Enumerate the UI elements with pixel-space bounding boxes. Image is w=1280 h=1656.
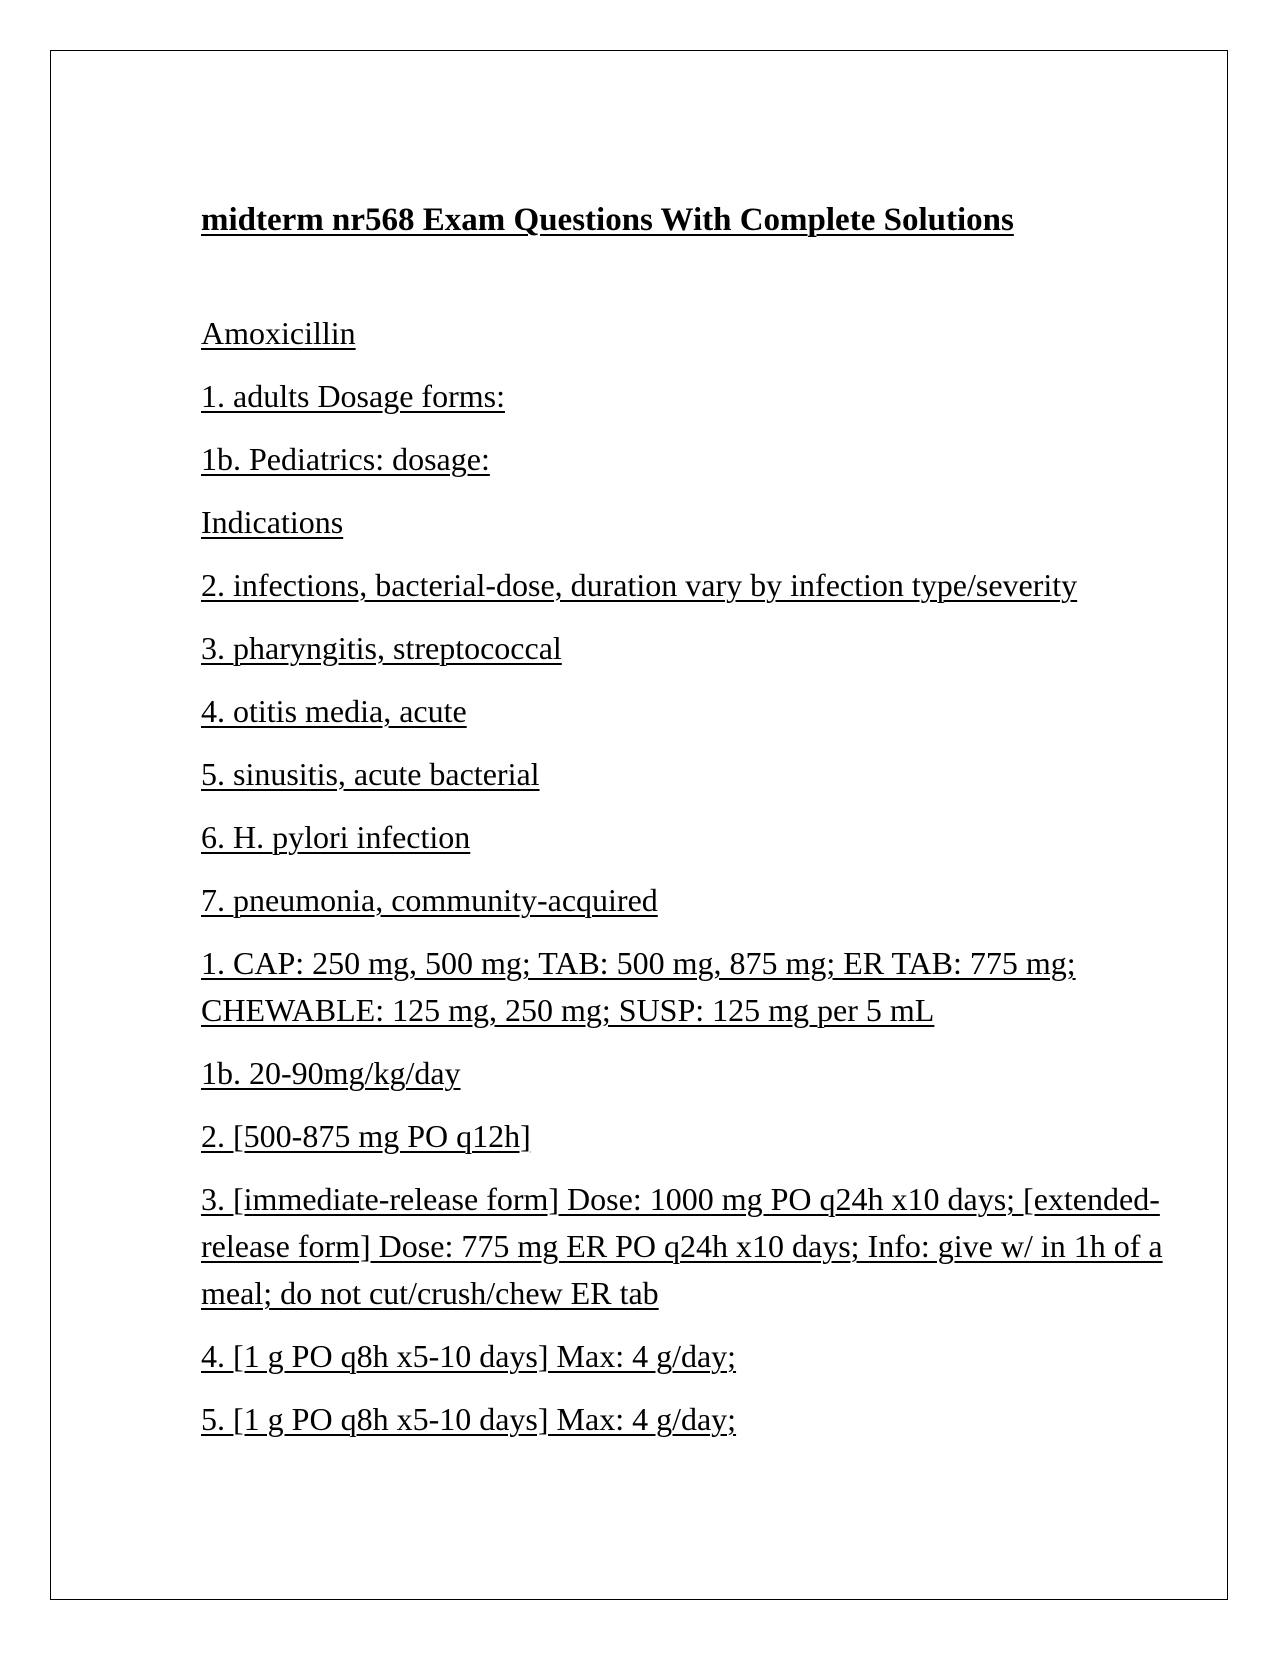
line-drug-name: Amoxicillin [201, 314, 356, 351]
line-indication-7: 7. pneumonia, community-acquired [201, 881, 658, 918]
page-frame [50, 50, 1228, 1600]
line-indication-5: 5. sinusitis, acute bacterial [201, 755, 540, 792]
line-indication-6: 6. H. pylori infection [201, 818, 471, 855]
line-indications-heading: Indications [201, 503, 344, 540]
document-body [201, 201, 1191, 1459]
line-answer-1b: 1b. 20-90mg/kg/day [201, 1054, 461, 1091]
line-indication-2: 2. infections, bacterial-dose, duration vary by infection type/severity [201, 566, 1078, 603]
document-lines [201, 310, 1191, 1443]
line-answer-4: 4. [1 g PO q8h x5-10 days] Max: 4 g/day; [201, 1337, 737, 1374]
line-adult-dosage-forms: 1. adults Dosage forms: [201, 377, 505, 414]
line-answer-3: 3. [immediate-release form] Dose: 1000 mg PO q24h x10 days; [extended-release form] Dose: 775 mg ER PO q24h x10 days; Info: give w/ in 1h of a meal; do not cut/crush/chew ER tab [201, 1180, 1163, 1311]
line-pediatric-dosage: 1b. Pediatrics: dosage: [201, 440, 490, 477]
line-indication-3: 3. pharyngitis, streptococcal [201, 629, 562, 666]
document-title: midterm nr568 Exam Questions With Complete Solutions [201, 202, 1014, 238]
line-answer-5: 5. [1 g PO q8h x5-10 days] Max: 4 g/day; [201, 1400, 737, 1437]
line-answer-2: 2. [500-875 mg PO q12h] [201, 1117, 531, 1154]
line-indication-4: 4. otitis media, acute [201, 692, 467, 729]
line-answer-1: 1. CAP: 250 mg, 500 mg; TAB: 500 mg, 875 mg; ER TAB: 775 mg; CHEWABLE: 125 mg, 250 mg; SUSP: 125 mg per 5 mL [201, 944, 1076, 1028]
